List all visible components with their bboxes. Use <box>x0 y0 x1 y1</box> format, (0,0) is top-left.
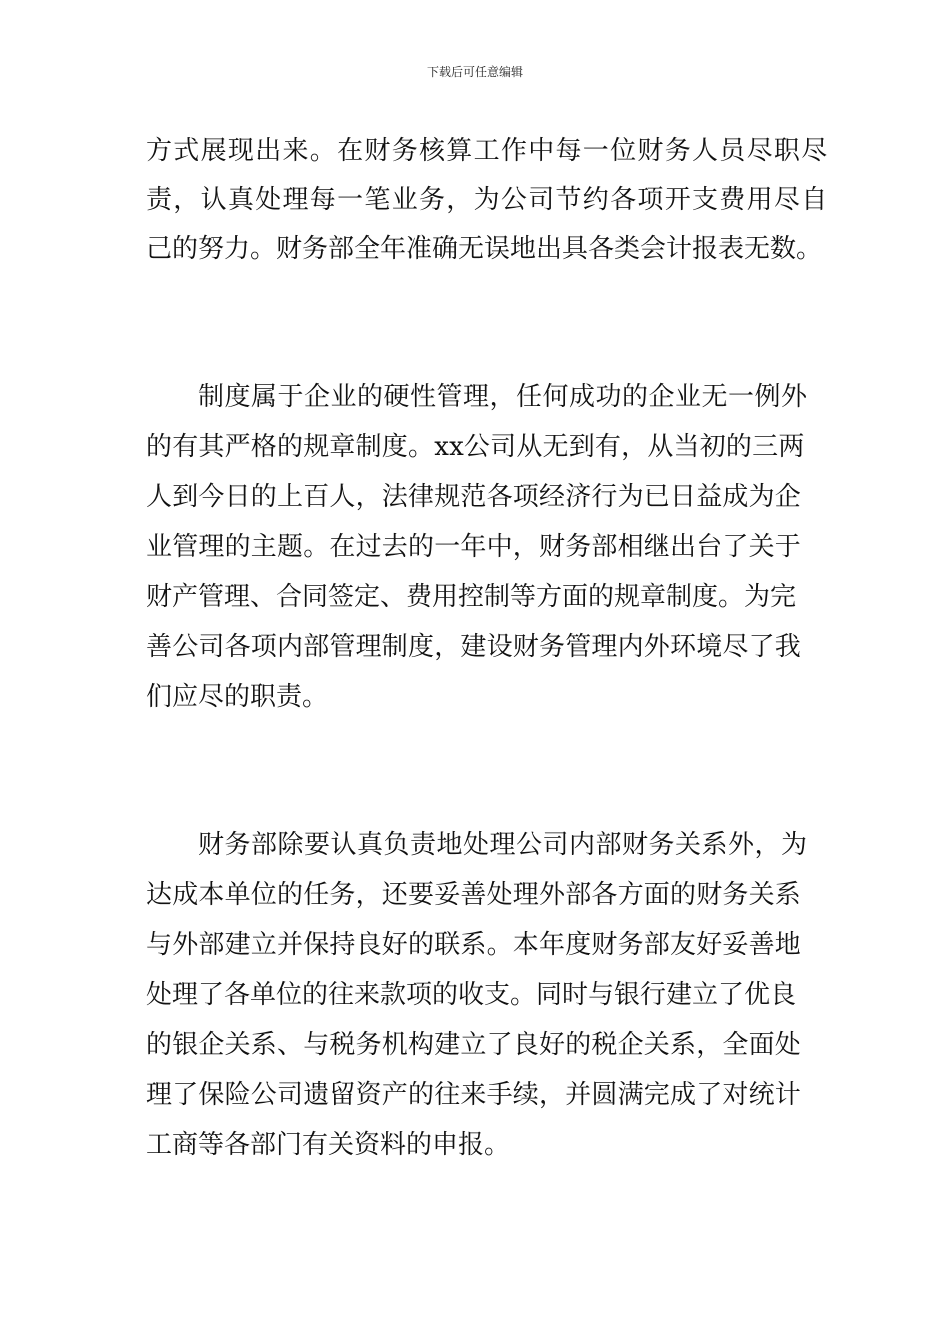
page-header-note: 下载后可任意编辑 <box>426 65 523 79</box>
paragraph-line: 方式展现出来。在财务核算工作中每一位财务人员尽职尽 <box>146 136 829 166</box>
paragraph-line: 与外部建立并保持良好的联系。本年度财务部友好妥善地 <box>146 930 802 960</box>
paragraph-line: 理了保险公司遗留资产的往来手续，并圆满完成了对统计 <box>146 1080 802 1110</box>
paragraph-line: 制度属于企业的硬性管理，任何成功的企业无一例外 <box>198 382 808 412</box>
paragraph-line: 财务部除要认真负责地处理公司内部财务关系外，为 <box>198 830 808 860</box>
paragraph-line: 们应尽的职责。 <box>146 682 329 712</box>
paragraph-line: 己的努力。财务部全年准确无误地出具各类会计报表无数。 <box>146 234 823 264</box>
paragraph-line: 责，认真处理每一笔业务，为公司节约各项开支费用尽自 <box>146 185 829 215</box>
paragraph-line: 业管理的主题。在过去的一年中，财务部相继出台了关于 <box>146 532 802 562</box>
paragraph-line: 工商等各部门有关资料的申报。 <box>146 1130 511 1160</box>
paragraph-line: 人到今日的上百人，法律规范各项经济行为已日益成为企 <box>146 482 802 512</box>
paragraph-line: 的有其严格的规章制度。xx公司从无到有，从当初的三两 <box>146 432 805 462</box>
paragraph-line: 达成本单位的任务，还要妥善处理外部各方面的财务关系 <box>146 880 802 910</box>
paragraph-line: 善公司各项内部管理制度，建设财务管理内外环境尽了我 <box>146 632 802 662</box>
paragraph-line: 处理了各单位的往来款项的收支。同时与银行建立了优良 <box>146 980 797 1010</box>
paragraph-line: 财产管理、合同签定、费用控制等方面的规章制度。为完 <box>146 582 797 612</box>
paragraph-line: 的银企关系、与税务机构建立了良好的税企关系，全面处 <box>146 1030 802 1060</box>
